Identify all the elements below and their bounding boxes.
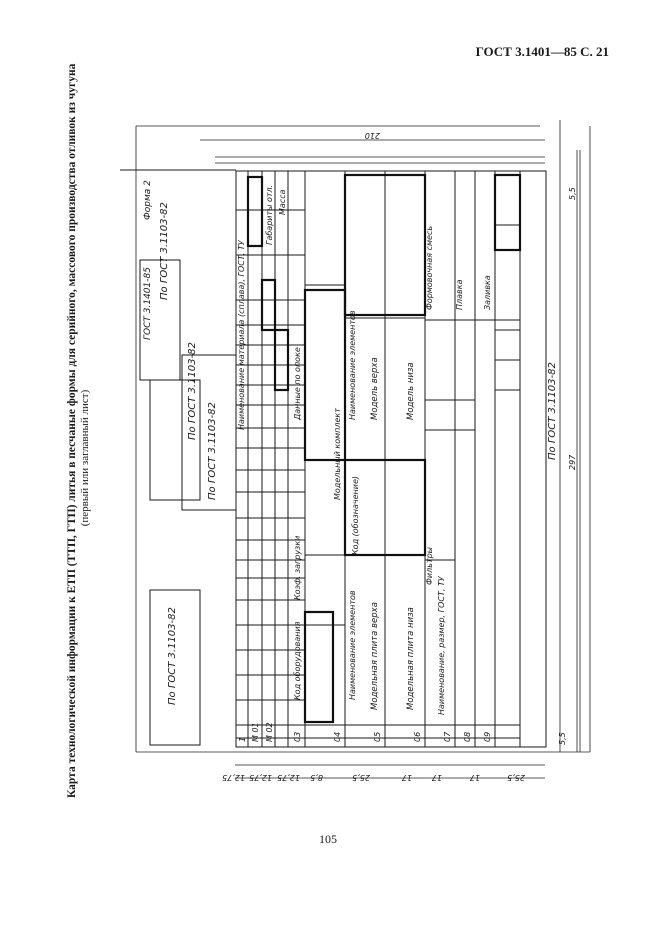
caption-line-1: Карта технологической информации к ЕТП (ТТП, ГТП) литья в песчаные формы для серийного, массового производства отливок из чугуна	[66, 63, 78, 798]
row-code-07: 07	[443, 731, 452, 742]
ref-label-4: По ГОСТ 3.1103-82	[207, 402, 218, 500]
filters-label: Фильтры	[425, 547, 434, 585]
page-header: ГОСТ 3.1401—85 С. 21	[475, 44, 609, 59]
model-item-2: Модельная плита низа	[406, 607, 416, 710]
ref-label-5: По ГОСТ 3.1103-82	[547, 362, 558, 460]
dim-left-6: 17	[401, 773, 412, 782]
filters-name: Наименование, размер, ГОСТ, ТУ	[437, 576, 446, 715]
row04-label: Модельный комплект	[333, 408, 342, 500]
page-number: 105	[319, 832, 337, 846]
zaliv-label: Заливка	[483, 275, 492, 310]
plavka-label: Плавка	[455, 279, 464, 310]
dimension-frame	[136, 120, 590, 778]
row-code-m01: М 01	[251, 722, 260, 742]
dim-left-4: 8,5	[310, 773, 323, 782]
dim-297: 297	[568, 454, 577, 470]
material-label: Наименование материала (сплава), ГОСТ, ТУ	[237, 240, 246, 430]
dim-margin-1: 5,5	[568, 187, 577, 200]
dim-left-7: 17	[431, 773, 442, 782]
caption-line-2: (первый или заглавный лист)	[79, 389, 91, 527]
form-kind-label: Форма 2	[143, 180, 153, 220]
model-item-4: Модель низа	[406, 362, 416, 420]
model-item-1: Модельная плита верха	[370, 602, 380, 710]
dim-left-9: 25,5	[507, 773, 525, 782]
dim-left-2: 12,75	[249, 773, 272, 782]
row-code-label: Код оборудования	[293, 621, 302, 700]
dim-left-5: 25,5	[352, 773, 370, 782]
row-code-06: 06	[413, 731, 422, 742]
dim-left-3: 12,75	[277, 773, 300, 782]
dim-210: 210	[364, 131, 380, 140]
ref-label-1: По ГОСТ 3.1103-82	[159, 202, 170, 300]
ref-label-2: По ГОСТ 3.1103-82	[187, 342, 198, 440]
row-opoka-label: Данные по опоке	[293, 347, 302, 420]
dim-left-8: 17	[469, 773, 480, 782]
rotated-labels	[143, 180, 558, 715]
form-mix-label: Формовочная смесь	[425, 225, 434, 310]
row-load-label: Коэф. загрузки	[293, 535, 302, 600]
row-code-03: 03	[293, 731, 302, 742]
model-elements-label-2: Наименование элементов	[348, 310, 357, 420]
model-elements-label-1: Наименование элементов	[348, 590, 357, 700]
row-code-09: 09	[483, 731, 492, 742]
ref-stamps	[120, 170, 236, 745]
weight-label: Масса	[278, 189, 287, 215]
row-code-04: 04	[333, 731, 342, 742]
dim-margin-2: 5,5	[558, 732, 567, 745]
model-item-3: Модель верха	[370, 357, 380, 420]
form-standard-label: ГОСТ 3.1401-85	[143, 267, 153, 340]
row-code-1: 1	[238, 736, 247, 742]
dim-left-1: 12,75	[222, 773, 245, 782]
row-code-05: 05	[373, 731, 382, 742]
gabarit-label: Габариты отл.	[265, 184, 274, 245]
ref-label-3: По ГОСТ 3.1103-82	[167, 607, 178, 705]
model-code-label: Код (обозначение)	[351, 476, 360, 555]
row-code-m02: М 02	[265, 722, 274, 742]
row-code-08: 08	[463, 731, 472, 742]
